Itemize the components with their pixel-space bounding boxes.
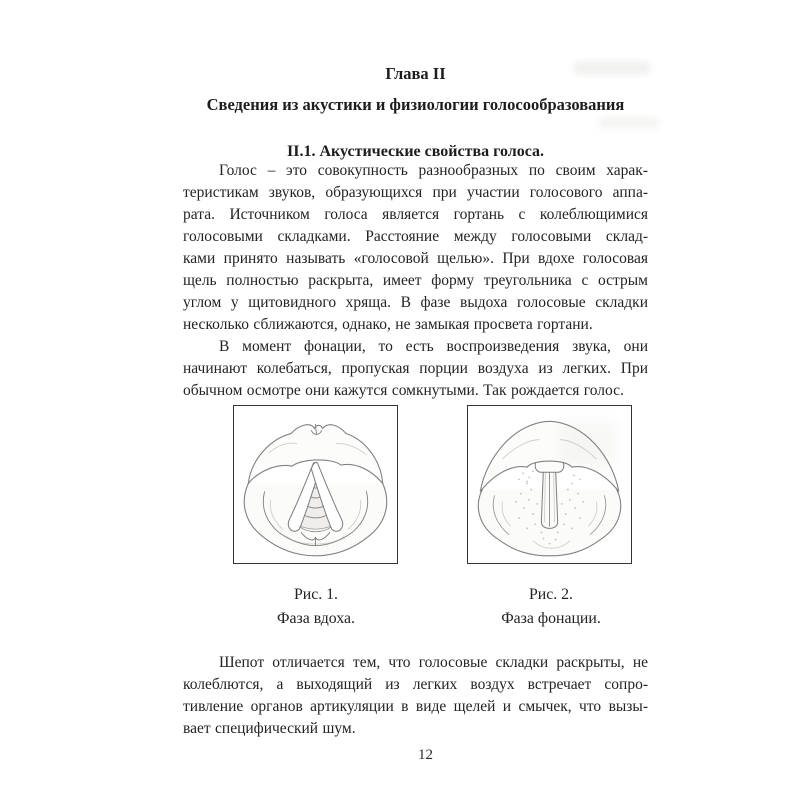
figure-1-number: Рис. 1. (294, 586, 338, 603)
figure-2-number: Рис. 2. (529, 586, 573, 603)
page-content (183, 0, 648, 740)
text-line: Шепот отличается тем, что голосовые складки раскрыты, не (219, 654, 648, 671)
text-line: щель полностью раскрыта, имеет форму треугольника с острым (183, 272, 648, 289)
figure-1-label: Фаза вдоха. (277, 610, 355, 627)
figure-1-caption (233, 583, 399, 631)
text-line: колеблются, а выходящий из легких воздух встречает сопро- (183, 676, 648, 693)
text-line: теристикам звуков, образующихся при участии голосового аппа- (183, 184, 648, 201)
paragraph (183, 160, 648, 336)
larynx-phonation-illustration (468, 406, 631, 563)
paragraph (183, 336, 648, 402)
chapter-subtitle: Сведения из акустики и физиологии голосообразования (206, 95, 625, 114)
figure-2-caption (468, 583, 634, 631)
paragraph (183, 652, 648, 740)
text-line: рата. Источником голоса является гортань с колеблющимися (183, 206, 648, 223)
figure-2-box (467, 405, 632, 564)
text-line: голосовыми складками. Расстояние между голосовыми склад- (183, 228, 648, 245)
larynx-inhalation-illustration (234, 406, 397, 563)
figure-row (183, 405, 648, 564)
text-line: В момент фонации, то есть воспроизведения звука, они (219, 338, 648, 355)
text-line: углом у щитовидного хряща. В фазе выдоха голосовые складки (183, 294, 648, 311)
text-line: Голос – это совокупность разнообразных по своим харак- (219, 162, 648, 179)
chapter-title: Глава II (385, 64, 446, 83)
text-line: обычном осмотре они кажутся сомкнутыми. Так рождается голос. (183, 382, 624, 399)
page-number: 12 (418, 747, 433, 763)
figure-1-box (233, 405, 398, 564)
text-line: тивление органов артикуляции в виде щелей и смычек, что вызы- (183, 698, 648, 715)
figure-2-label: Фаза фонации. (501, 610, 601, 627)
text-line: вает специфический шум. (183, 720, 356, 737)
text-line: несколько сближаются, однако, не замыкая просвета гортани. (183, 316, 593, 333)
text-line: начинают колебаться, пропуская порции воздуха из легких. При (183, 360, 648, 377)
text-line: ками принято называть «голосовой щелью». При вдохе голосовая (183, 250, 648, 267)
caption-row (183, 583, 648, 631)
section-title: II.1. Акустические свойства голоса. (286, 143, 545, 160)
